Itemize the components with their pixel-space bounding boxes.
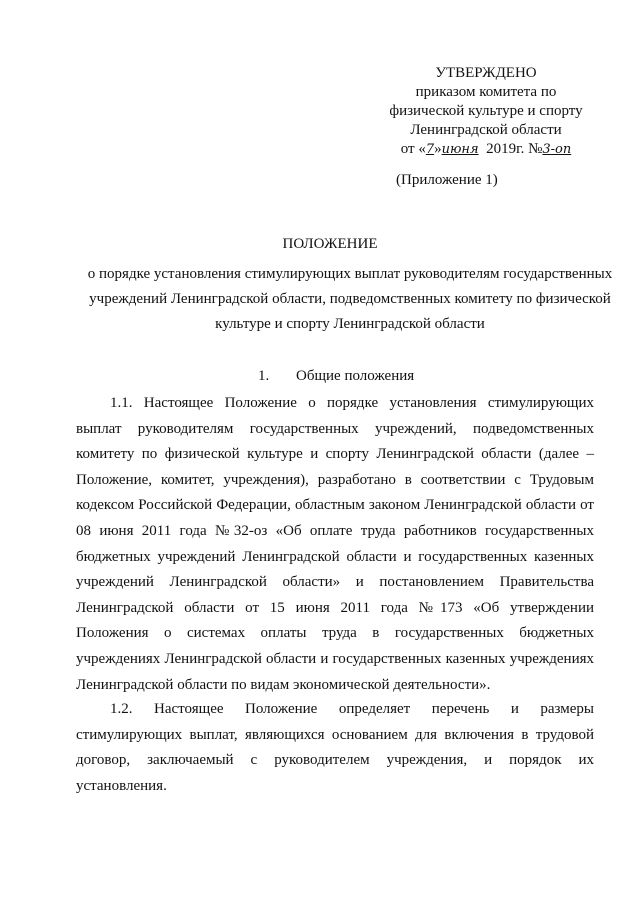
paragraph-1-1-text: 1.1. Настоящее Положение о порядке установления стимулирующих выплат руководителям государственных учреждений, подведомственных комитету по физической культуре и спорту Ленинградской области (далее – Положение, комитет, учреждения), разработано в соответствии с Трудовым кодексом Российской Федерации, областным законом Ленинградской области от 08 июня 2011 года №32-оз «Об оплате труда работников государственных бюджетных учреждений Ленинградской области и государственных казенных учреждений Ленинградской области» и постановлением Правительства Ленинградской области от 15 июня 2011 года №173 «Об утверждении Положения о системах оплаты труда в государственных бюджетных учреждениях Ленинградской области и государственных казенных учреждениях Ленинградской области по видам экономической деятельности». (76, 395, 594, 693)
handwritten-month: июня (441, 142, 479, 157)
paragraph-1-1 (76, 391, 594, 698)
approval-date-line (368, 140, 604, 159)
date-mid: » (434, 141, 442, 157)
approval-line-2: физической культуре и спорту (389, 103, 583, 119)
document-title: ПОЛОЖЕНИЕ (282, 236, 378, 252)
section-title: Общие положения (296, 368, 415, 384)
date-prefix: от « (400, 141, 426, 157)
section-heading (258, 367, 414, 386)
paragraph-1-2 (76, 697, 594, 799)
appendix-label: (Приложение 1) (396, 172, 498, 188)
approval-line-1: приказом комитета по (415, 84, 557, 100)
approval-heading: УТВЕРЖДЕНО (435, 65, 537, 81)
approval-block (368, 64, 604, 159)
handwritten-number: 3-оп (542, 142, 572, 157)
handwritten-day: 7 (425, 142, 435, 157)
approval-line-3: Ленинградской области (410, 122, 562, 138)
document-subtitle: о порядке установления стимулирующих выплат руководителям государственных учреждений Ленинградской области, подведомственных комитету по физической культуре и спорту Ленинградской области (87, 266, 613, 332)
date-year: 2019г. № (486, 141, 543, 157)
paragraph-1-2-text: 1.2. Настоящее Положение определяет перечень и размеры стимулирующих выплат, являющихся основанием для включения в трудовой договор, заключаемый с руководителем учреждения, и порядок их установления. (76, 701, 594, 794)
section-number: 1. (258, 368, 270, 384)
